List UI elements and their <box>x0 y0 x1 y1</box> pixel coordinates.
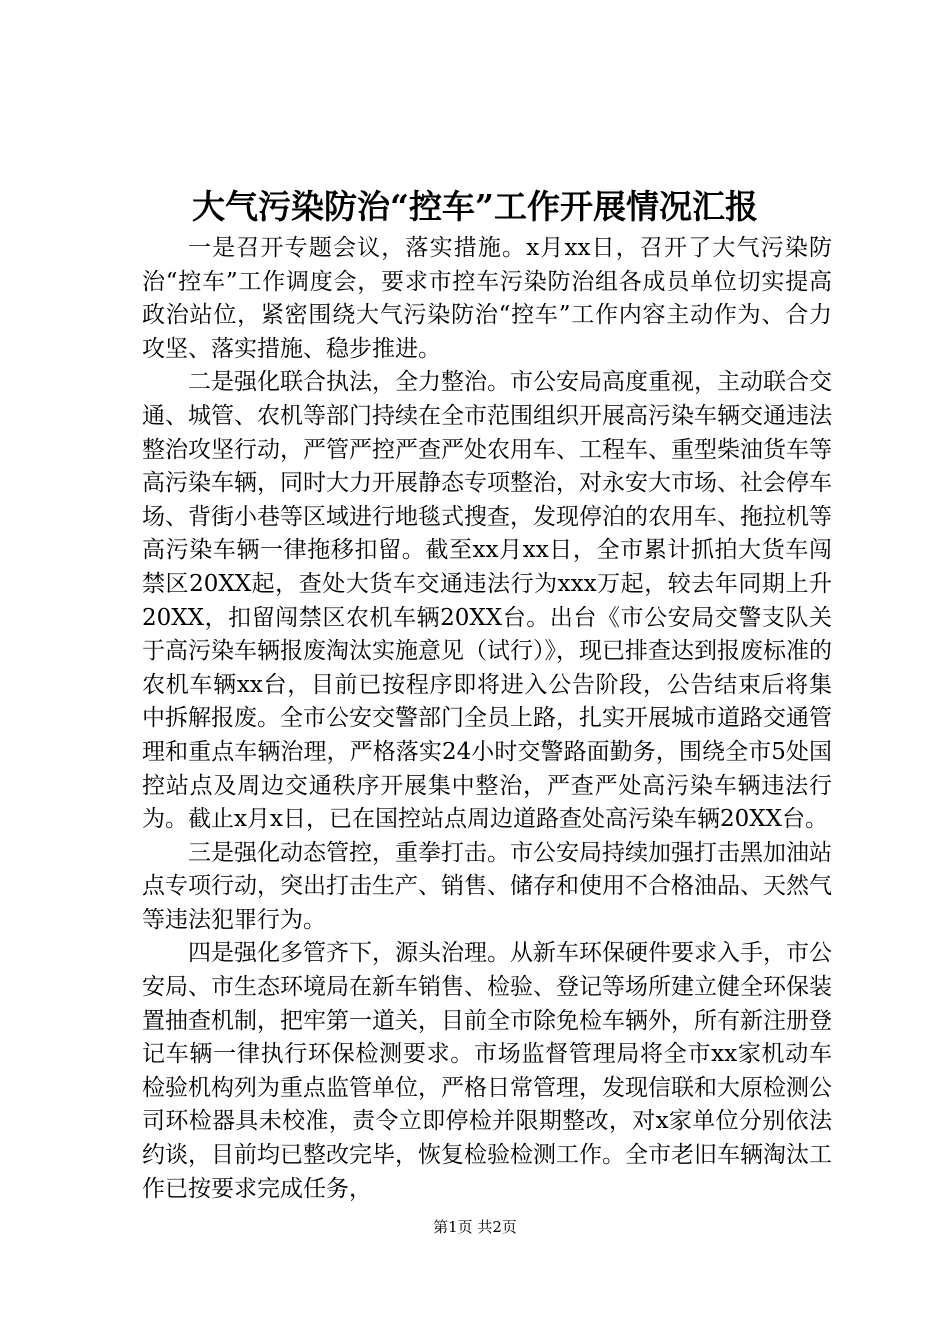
paragraph-2: 二是强化联合执法，全力整治。市公安局高度重视，主动联合交通、城管、农机等部门持续在全市范围组织开展高污染车辆交通违法整治攻坚行动，严管严控严查严处农用车、工程车、重型柴油货车等高污染车辆，同时大力开展静态专项整治，对永安大市场、社会停车场、背街小巷等区域进行地毯式搜查，发现停泊的农用车、拖拉机等高污染车辆一律拖移扣留。截至xx月xx日，全市累计抓拍大货车闯禁区20XX起，查处大货车交通违法行为xxx万起，较去年同期上升20XX，扣留闯禁区农机车辆20XX台。出台《市公安局交警支队关于高污染车辆报废淘汰实施意见（试行）》，现已排查达到报废标准的农机车辆xx台，目前已按程序即将进入公告阶段，公告结束后将集中拆解报废。全市公安交警部门全员上路，扎实开展城市道路交通管理和重点车辆治理，严格落实24小时交警路面勤务，围绕全市5处国控站点及周边交通秩序开展集中整治，严查严处高污染车辆违法行为。截止x月x日，已在国控站点周边道路查处高污染车辆20XX台。 <box>142 369 832 833</box>
paragraph-4: 四是强化多管齐下，源头治理。从新车环保硬件要求入手，市公安局、市生态环境局在新车销售、检验、登记等场所建立健全环保装置抽查机制，把牢第一道关，目前全市除免检车辆外，所有新注册登记车辆一律执行环保检测要求。市场监督管理局将全市xx家机动车检验机构列为重点监管单位，严格日常管理，发现信联和大原检测公司环检器具未校准，责令立即停检并限期整改，对x家单位分别依法约谈，目前均已整改完毕，恢复检验检测工作。全市老旧车辆淘汰工作已按要求完成任务， <box>142 940 832 1202</box>
document-title: 大气污染防治“控车”工作开展情况汇报 <box>192 187 758 226</box>
paragraph-3: 三是强化动态管控，重拳打击。市公安局持续加强打击黑加油站点专项行动，突出打击生产、销售、储存和使用不合格油品、天然气等违法犯罪行为。 <box>142 839 832 933</box>
page-footer: 第1页 共2页 <box>433 1218 517 1236</box>
paragraph-1: 一是召开专题会议，落实措施。x月xx日，召开了大气污染防治“控车”工作调度会，要求市控车污染防治组各成员单位切实提高政治站位，紧密围绕大气污染防治“控车”工作内容主动作为、合力攻坚、落实措施、稳步推进。 <box>142 235 832 362</box>
document-body <box>142 232 832 1206</box>
